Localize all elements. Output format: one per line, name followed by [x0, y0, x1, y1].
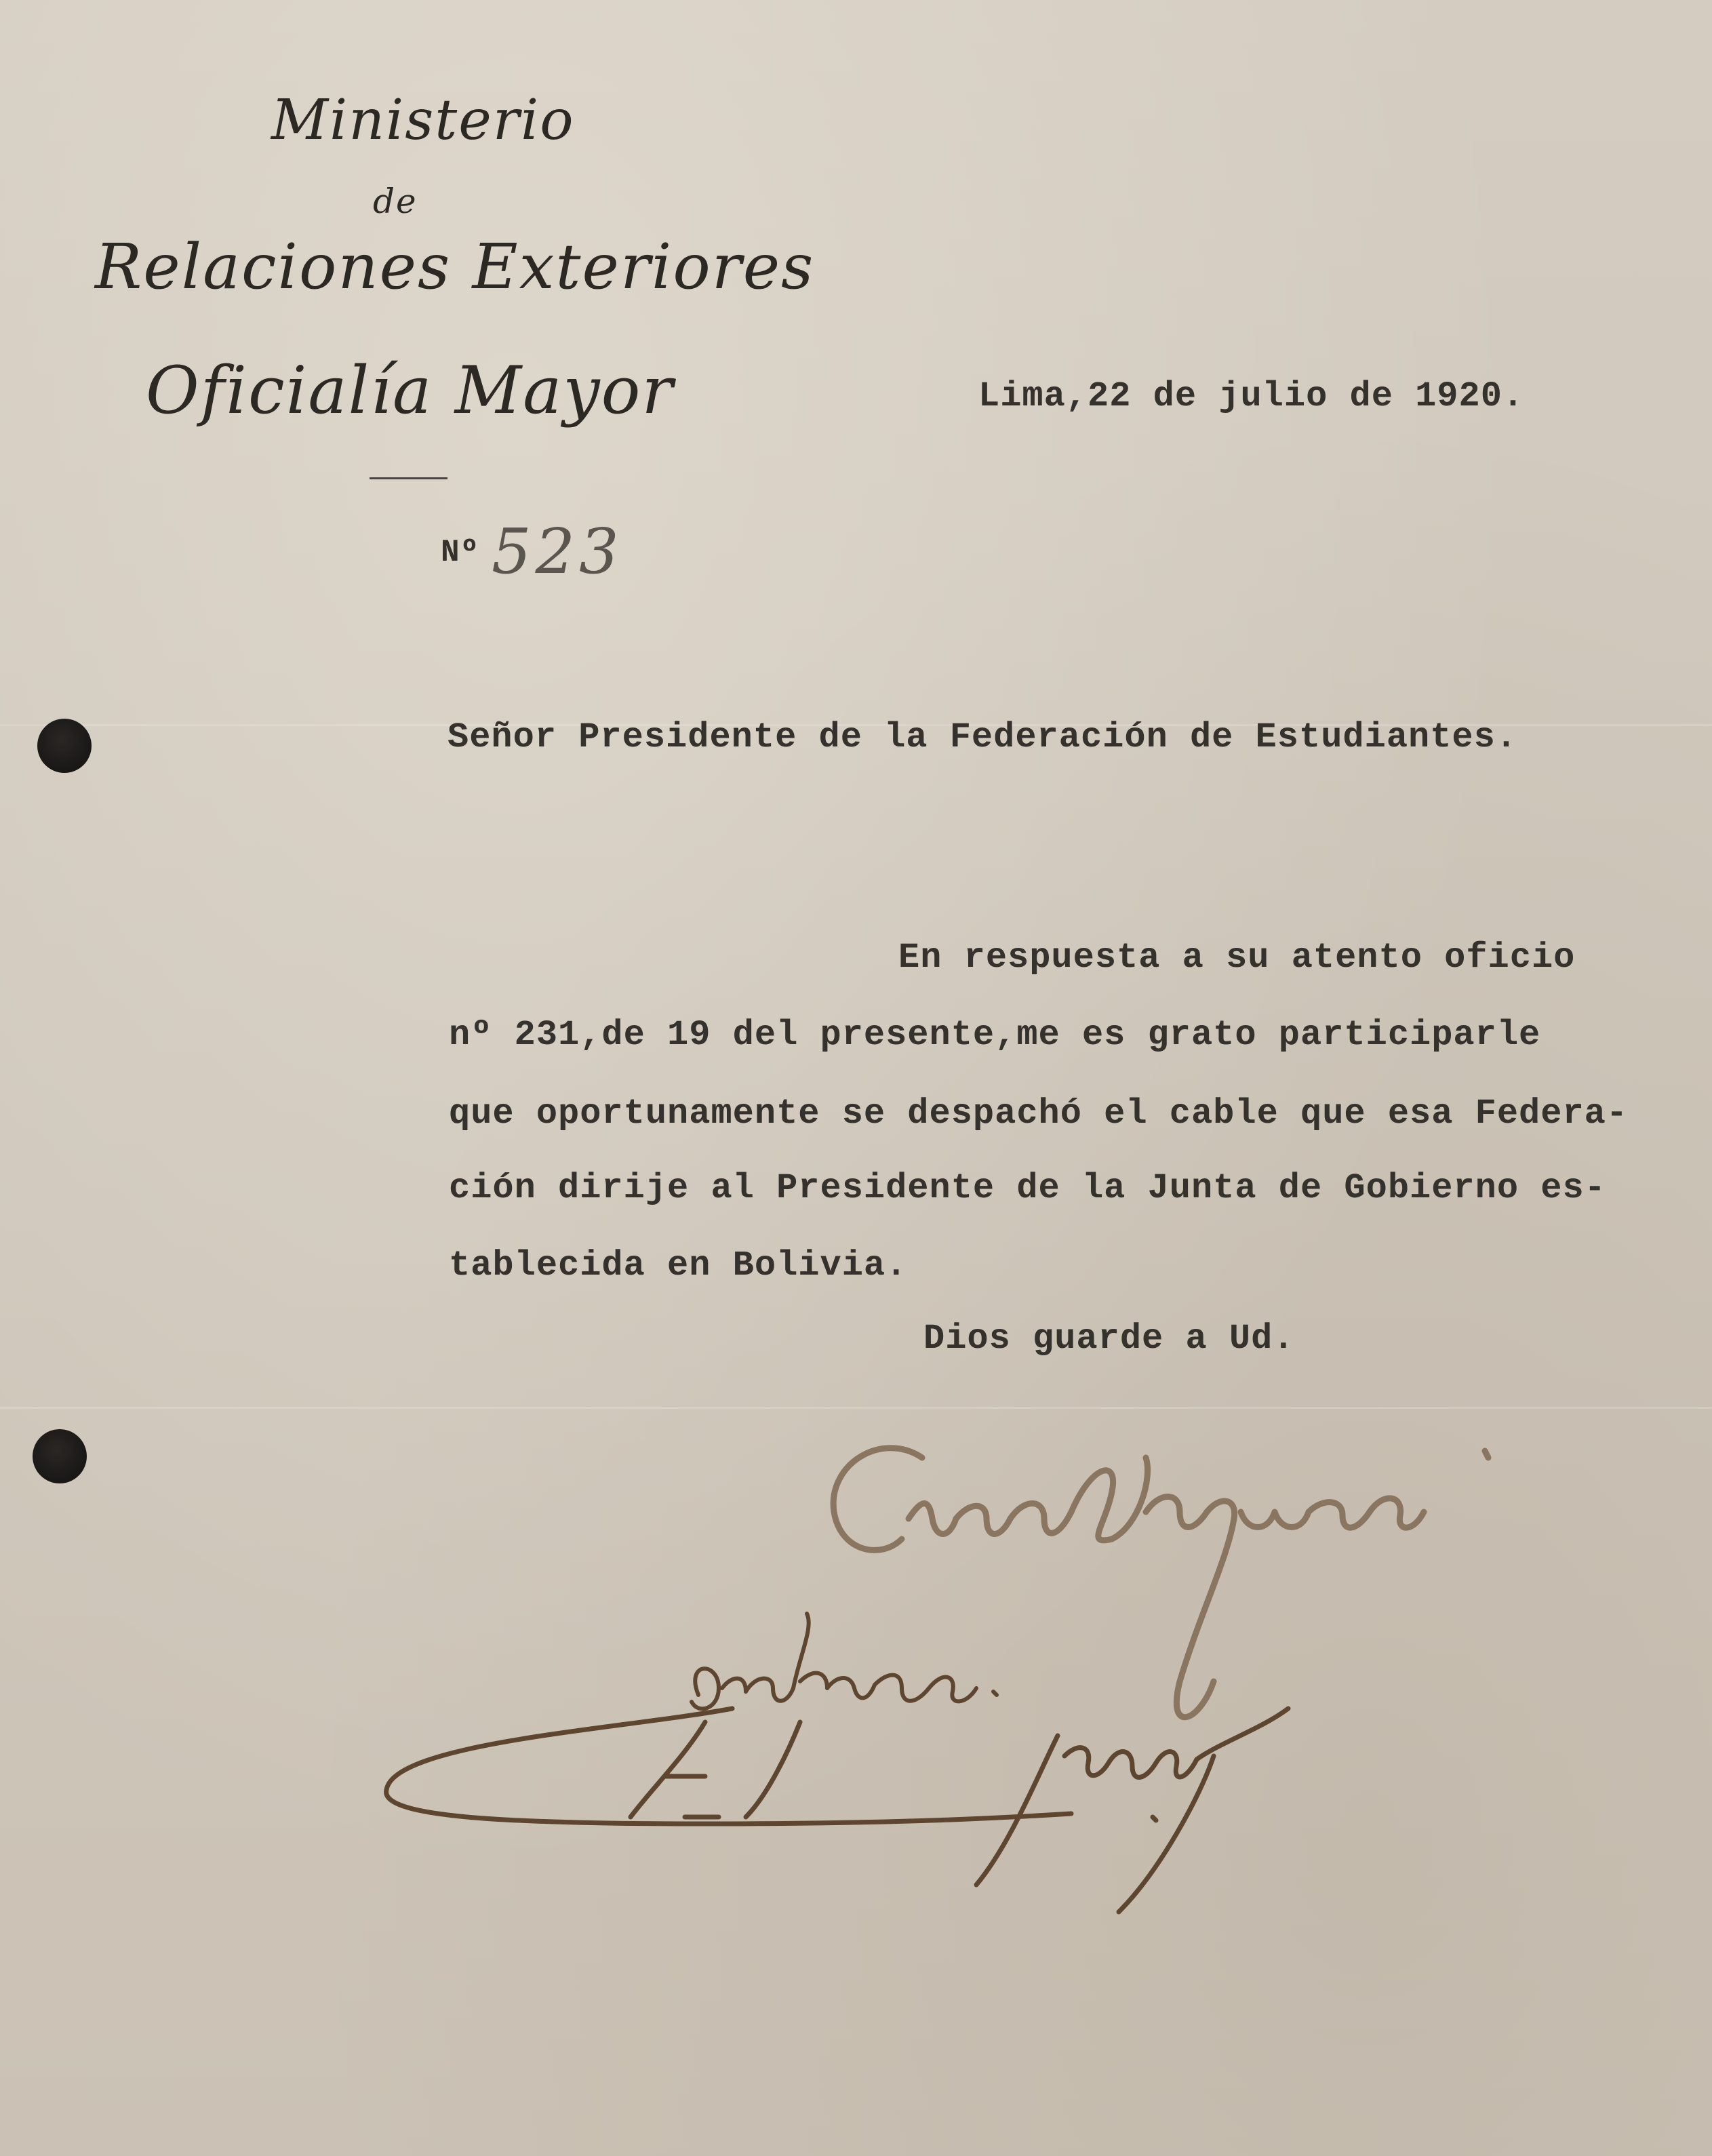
body-line: ción dirije al Presidente de la Junta de Gobierno es- — [449, 1168, 1606, 1208]
closing-line: Dios guarde a Ud. — [923, 1319, 1295, 1359]
reference-number-handwritten: 523 — [492, 515, 623, 588]
body-line: que oportunamente se despachó el cable que esa Federa- — [449, 1094, 1629, 1134]
paper-fold-line — [0, 1407, 1712, 1409]
punch-hole — [37, 719, 92, 773]
addressee-line: Señor Presidente de la Federación de Estudiantes. — [447, 717, 1518, 757]
body-line: En respuesta a su atento oficio — [898, 938, 1576, 978]
letterhead-oficialia-mayor: Oficialía Mayor — [146, 353, 675, 428]
body-line: tablecida en Bolivia. — [449, 1245, 908, 1285]
letterhead-divider — [370, 477, 447, 479]
flourish-initials — [386, 1709, 1288, 1912]
letterhead-relaciones-exteriores: Relaciones Exteriores — [95, 231, 815, 303]
letterhead-ministerio: Ministerio — [271, 88, 575, 153]
signature-cesar-elguera — [833, 1448, 1488, 1717]
punch-hole — [33, 1429, 87, 1483]
annotation-archivese — [692, 1614, 997, 1709]
letterhead-de: de — [373, 182, 418, 221]
reference-prefix: Nº — [441, 535, 480, 570]
letter-date: Lima,22 de julio de 1920. — [978, 376, 1525, 416]
signatures-handwritten — [366, 1437, 1546, 1925]
body-line: nº 231,de 19 del presente,me es grato participarle — [449, 1015, 1541, 1055]
